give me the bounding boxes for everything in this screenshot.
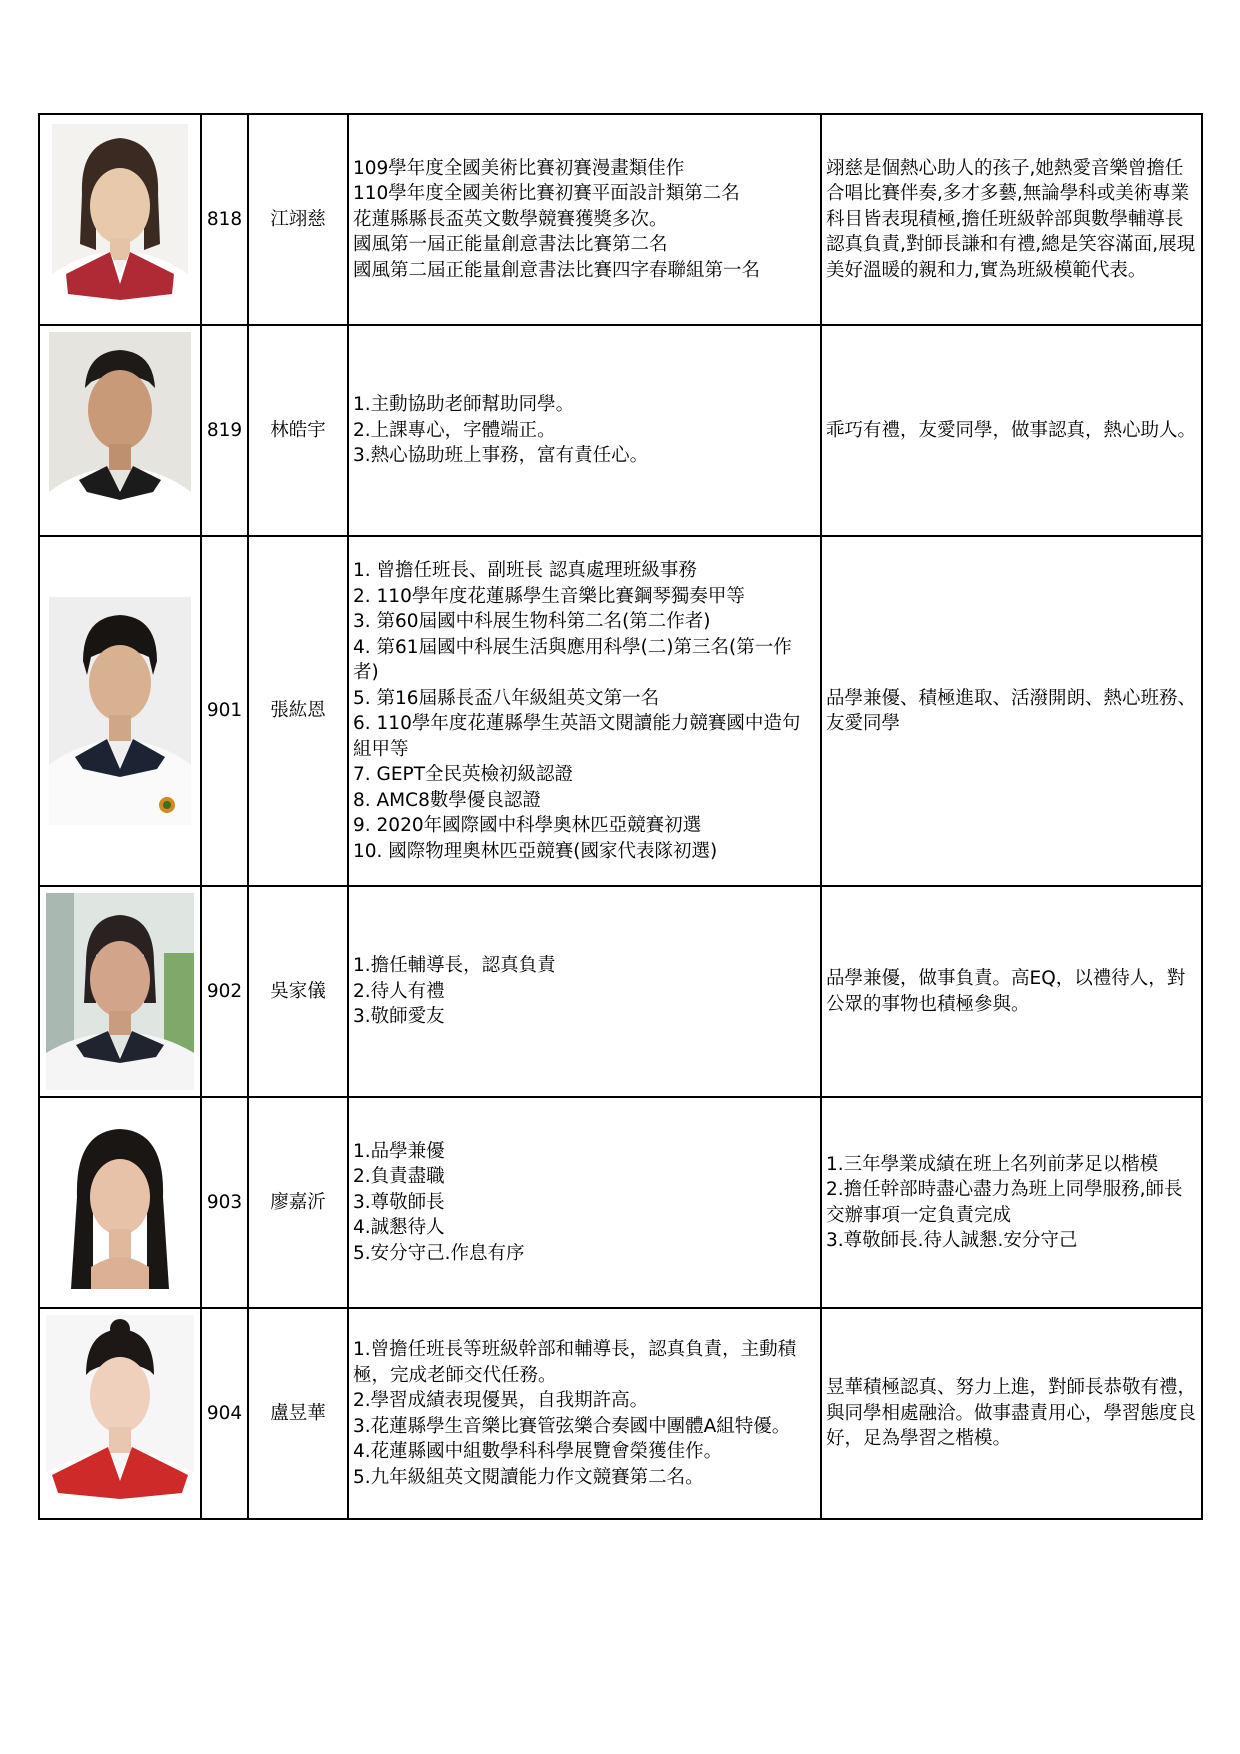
class-number: 819 — [201, 325, 248, 536]
class-number: 902 — [201, 886, 248, 1097]
award-item: 花蓮縣縣長盃英文數學競賽獲獎多次。 — [353, 208, 668, 230]
award-item: 1.擔任輔導長，認真負責 — [353, 955, 556, 977]
award-item: 3.敬師愛友 — [353, 1006, 445, 1028]
award-item: 2. 110學年度花蓮縣學生音樂比賽鋼琴獨奏甲等 — [353, 585, 745, 607]
comment-cell: 翊慈是個熱心助人的孩子,她熱愛音樂曾擔任合唱比賽伴奏,多才多藝,無論學科或美術專業科目皆表現積極,擔任班級幹部與數學輔導長認真負責,對師長謙和有禮,總是笑容滿面,展現美好溫暖的親和力,實為班級模範代表。 — [821, 114, 1202, 325]
award-item: 2.上課專心，字體端正。 — [353, 419, 556, 441]
award-item: 5.九年級組英文閱讀能力作文競賽第二名。 — [353, 1466, 704, 1488]
table-row — [39, 114, 1202, 325]
student-portrait-icon — [49, 597, 191, 825]
student-name: 盧昱華 — [248, 1308, 348, 1519]
class-number: 818 — [201, 114, 248, 325]
comment-cell: 乖巧有禮，友愛同學，做事認真，熱心助人。 — [821, 325, 1202, 536]
photo-cell — [39, 114, 201, 325]
photo-cell — [39, 325, 201, 536]
awards-cell — [348, 1097, 821, 1308]
comment-cell: 品學兼優、積極進取、活潑開朗、熱心班務、友愛同學 — [821, 536, 1202, 886]
table-row — [39, 886, 1202, 1097]
photo-cell — [39, 886, 201, 1097]
table-row — [39, 325, 1202, 536]
comment-cell: 品學兼優，做事負責。高EQ，以禮待人，對公眾的事物也積極參與。 — [821, 886, 1202, 1097]
student-portrait-icon — [52, 124, 188, 315]
student-portrait-icon — [46, 893, 194, 1090]
comment-line: 3.尊敬師長.待人誠懇.安分守己 — [826, 1230, 1078, 1251]
award-item: 3.花蓮縣學生音樂比賽管弦樂合奏國中團體A組特優。 — [353, 1415, 791, 1437]
table-row — [39, 1308, 1202, 1519]
photo-cell — [39, 1097, 201, 1308]
award-item: 8. AMC8數學優良認證 — [353, 789, 541, 811]
student-roster-table — [38, 113, 1203, 1520]
photo-cell — [39, 536, 201, 886]
award-item: 3.尊敬師長 — [353, 1191, 445, 1213]
award-item: 4.花蓮縣國中組數學科科學展覽會榮獲佳作。 — [353, 1441, 723, 1462]
awards-cell — [348, 886, 821, 1097]
award-item: 109學年度全國美術比賽初賽漫畫類佳作 — [353, 157, 685, 179]
award-item: 2.待人有禮 — [353, 980, 445, 1002]
awards-cell — [348, 1308, 821, 1519]
award-item: 3.熱心協助班上事務，富有責任心。 — [353, 445, 649, 467]
award-item: 10. 國際物理奧林匹亞競賽(國家代表隊初選) — [353, 840, 718, 862]
award-item: 4.誠懇待人 — [353, 1217, 445, 1239]
award-item: 1.品學兼優 — [353, 1140, 445, 1162]
award-item: 國風第二屆正能量創意書法比賽四字春聯組第一名 — [353, 259, 761, 281]
award-item: 7. GEPT全民英檢初級認證 — [353, 764, 574, 785]
award-item: 110學年度全國美術比賽初賽平面設計類第二名 — [353, 183, 740, 205]
awards-cell — [348, 114, 821, 325]
student-name: 吳家儀 — [248, 886, 348, 1097]
award-item: 1.曾擔任班長等班級幹部和輔導長，認真負責，主動積極，完成老師交代任務。 — [353, 1339, 797, 1386]
award-item: 國風第一屆正能量創意書法比賽第二名 — [353, 234, 668, 256]
student-portrait-icon — [46, 1315, 194, 1512]
comment-line: 1.三年學業成績在班上名列前茅足以楷模 — [826, 1153, 1159, 1175]
awards-cell — [348, 325, 821, 536]
award-item: 5.安分守己.作息有序 — [353, 1242, 525, 1264]
student-portrait-icon — [51, 1117, 189, 1289]
class-number: 901 — [201, 536, 248, 886]
comment-line: 2.擔任幹部時盡心盡力為班上同學服務,師長交辦事項一定負責完成 — [826, 1179, 1183, 1226]
award-item: 1.主動協助老師幫助同學。 — [353, 394, 575, 416]
class-number: 903 — [201, 1097, 248, 1308]
award-item: 9. 2020年國際國中科學奧林匹亞競賽初選 — [353, 815, 702, 836]
award-item: 5. 第16屆縣長盃八年級組英文第一名 — [353, 687, 660, 709]
student-name: 林皓宇 — [248, 325, 348, 536]
student-portrait-icon — [49, 332, 191, 529]
table-row — [39, 1097, 1202, 1308]
award-item: 2.負責盡職 — [353, 1166, 445, 1188]
award-item: 2.學習成績表現優異，自我期許高。 — [353, 1390, 649, 1411]
student-name: 江翊慈 — [248, 114, 348, 325]
comment-cell: 昱華積極認真、努力上進，對師長恭敬有禮，與同學相處融洽。做事盡責用心，學習態度良好，足為學習之楷模。 — [821, 1308, 1202, 1519]
student-name: 廖嘉沂 — [248, 1097, 348, 1308]
award-item: 1. 曾擔任班長、副班長 認真處理班級事務 — [353, 560, 697, 581]
awards-cell — [348, 536, 821, 886]
class-number: 904 — [201, 1308, 248, 1519]
photo-cell — [39, 1308, 201, 1519]
table-row — [39, 536, 1202, 886]
student-name: 張紘恩 — [248, 536, 348, 886]
award-item: 6. 110學年度花蓮縣學生英語文閱讀能力競賽國中造句組甲等 — [353, 713, 801, 760]
award-item: 3. 第60屆國中科展生物科第二名(第二作者) — [353, 611, 711, 632]
comment-cell — [821, 1097, 1202, 1308]
award-item: 4. 第61屆國中科展生活與應用科學(二)第三名(第一作者) — [353, 636, 792, 683]
